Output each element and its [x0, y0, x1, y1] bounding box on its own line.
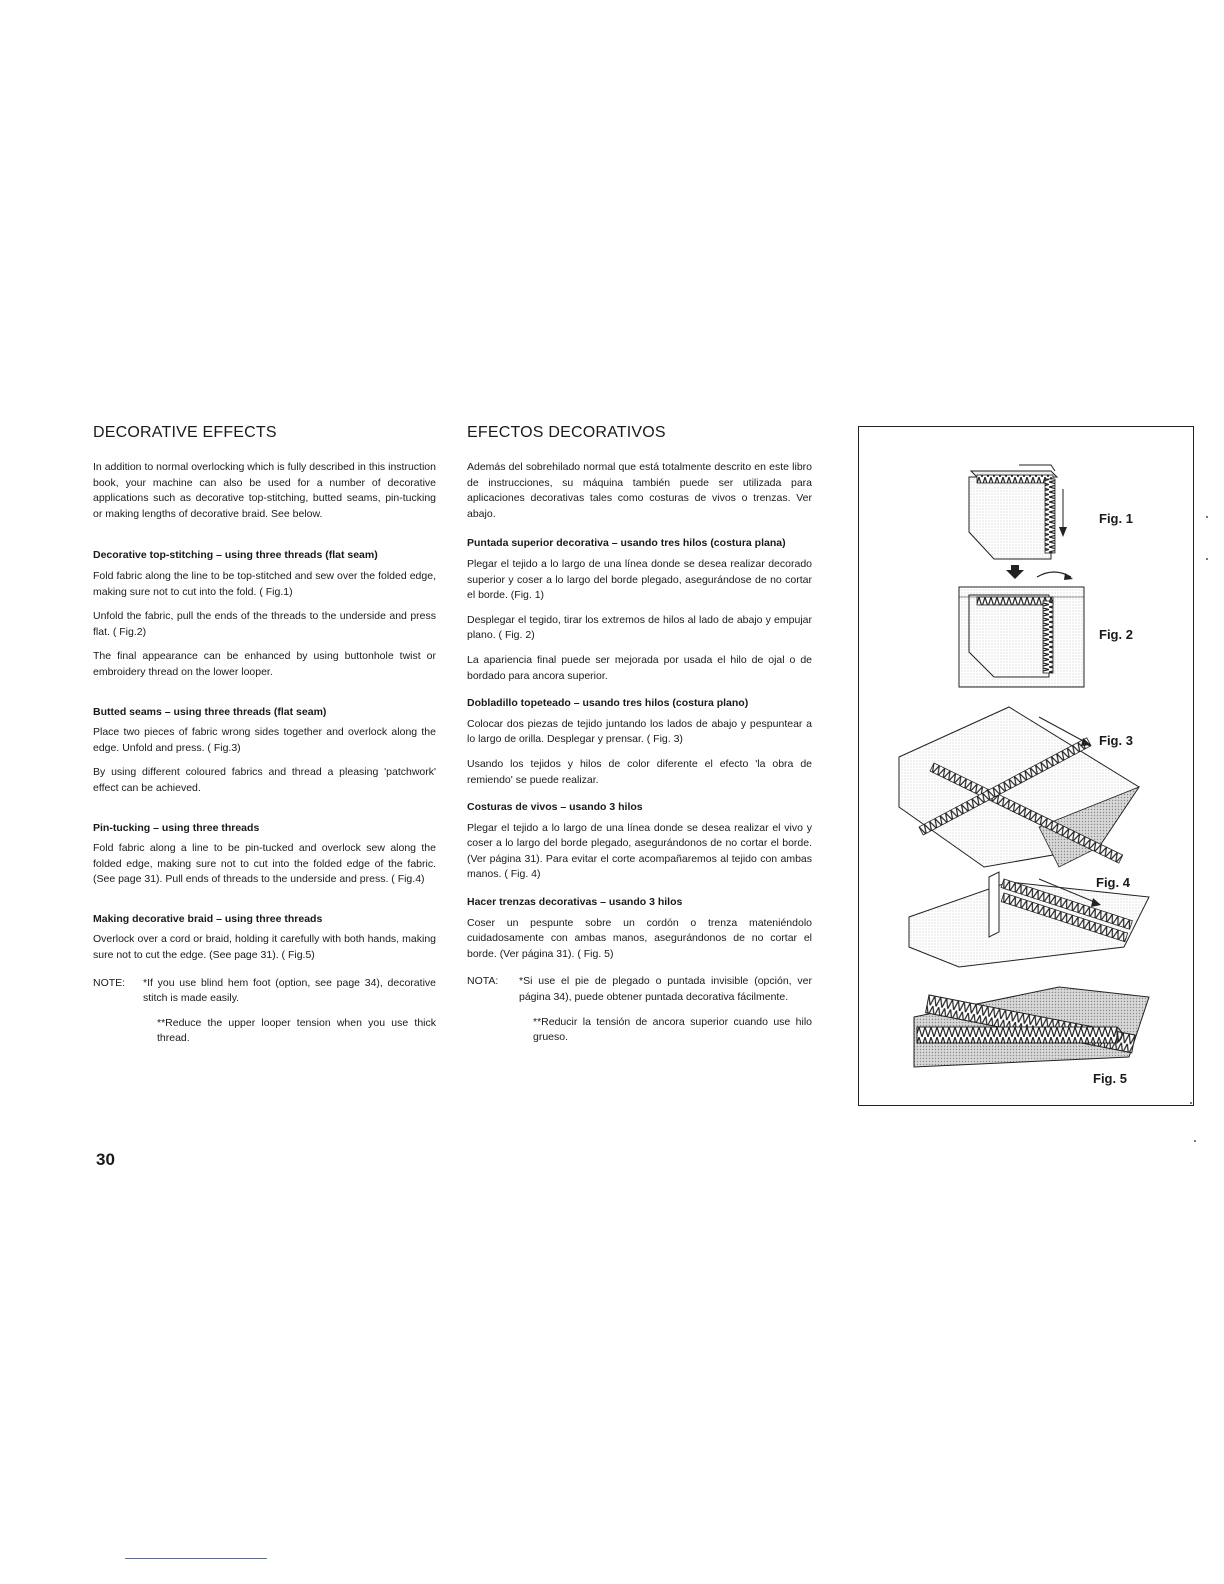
spanish-note-label: NOTA: [467, 975, 499, 988]
english-heading-decorative-braid: Making decorative braid – using three threads [93, 912, 323, 925]
scan-speck [1194, 1140, 1196, 1142]
english-column [93, 424, 436, 1056]
fig2-label: Fig. 2 [1099, 627, 1133, 642]
english-paragraph: Fold fabric along the line to be top-stitched and sew over the folded edge, making sure not to cut into the fold. ( Fig.1) [93, 569, 436, 598]
arrow-icons [1006, 565, 1073, 580]
spanish-paragraph: Coser un pespunte sobre un cordón o trenza mateniéndolo cuidadosamente con ambas manos, asegurándonos de no cortar el borde. (Ver página 31). ( Fig. 5) [467, 916, 812, 960]
english-paragraph: The final appearance can be enhanced by using buttonhole twist or embroidery thread on the lower looper. [93, 650, 436, 678]
fig5-label: Fig. 5 [1093, 1071, 1127, 1086]
figure-panel [858, 426, 1194, 1106]
english-heading-butted-seams: Butted seams – using three threads (flat seam) [93, 705, 327, 718]
page-number: 30 [96, 1150, 115, 1169]
scan-speck [1206, 558, 1208, 560]
english-heading-top-stitching: Decorative top-stitching – using three threads (flat seam) [93, 549, 378, 562]
spanish-heading-top-stitching: Puntada superior decorativa – usando tres hilos (costura plana) [467, 537, 786, 550]
spanish-heading-butted-seams: Dobladillo topeteado – usando tres hilos (costura plano) [467, 697, 749, 710]
spanish-note-1: *Si use el pie de plegado o puntada invisible (opción, ver página 34), puede obtener puntada decorativa fácilmente. [519, 975, 812, 1004]
spanish-paragraph: Plegar el tejido a lo largo de una línea donde se desea realizar el vivo y coser a lo largo del borde plegado, asegurándonos de no cortar el borde. (Ver página 31). Para evitar el corte acompañaremos al tejido con ambas manos. ( Fig. 4) [467, 821, 812, 881]
spanish-paragraph: Desplegar el tegido, tirar los extremos de hilos al lado de abajo y empujar plano. ( Fig. 2) [467, 613, 812, 642]
spanish-column [467, 424, 812, 1055]
english-paragraph: Unfold the fabric, pull the ends of the threads to the underside and press flat. ( Fig.2) [93, 610, 436, 638]
english-title: DECORATIVE EFFECTS [93, 424, 277, 441]
english-paragraph: Overlock over a cord or braid, holding it carefully with both hands, making sure not to cut the edge. (See page 31). ( Fig.5) [93, 933, 436, 962]
spanish-intro: Además del sobrehilado normal que está totalmente descrito en este libro de instrucciones, su máquina también puede ser utilizada para aplicaciones decorativas tales como costuras de vivos o trenzas. Ver abajo. [467, 461, 812, 520]
spanish-paragraph: Plegar el tejido a lo largo de una línea donde se desea realizar decorado superior y coser a lo largo del borde plegado, asegurándose de no cortar el borde. (Fig. 1) [467, 557, 812, 602]
spanish-heading-piping: Costuras de vivos – usando 3 hilos [467, 801, 643, 814]
fig2-illustration [959, 587, 1084, 687]
english-note-label: NOTE: [93, 976, 126, 989]
english-heading-pin-tucking: Pin-tucking – using three threads [93, 821, 260, 834]
english-note-2: **Reduce the upper looper tension when you use thick thread. [157, 1016, 436, 1045]
spanish-paragraph: La apariencia final puede ser mejorada por usada el hilo de ojal o de bordado para ancora superior. [467, 653, 812, 682]
english-paragraph: By using different coloured fabrics and thread a pleasing 'patchwork' effect can be achieved. [93, 766, 436, 794]
spanish-paragraph: Colocar dos piezas de tejido juntando los lados de abajo y pespuntear a lo largo de orilla. Desplegar y prensar. ( Fig. 3) [467, 717, 812, 746]
bottom-rule [125, 1558, 267, 1559]
english-paragraph: Place two pieces of fabric wrong sides together and overlock along the edge. Unfold and press. ( Fig.3) [93, 726, 436, 754]
english-intro: In addition to normal overlocking which is fully described in this instruction book, your machine can also be used for a number of decorative applications such as decorative top-stitching, butted seams, pin-tucking or making lengths of decorative braid. See below. [93, 461, 436, 520]
fig4-label: Fig. 4 [1096, 875, 1130, 890]
fig1-label: Fig. 1 [1099, 511, 1133, 526]
spanish-note-2: **Reducir la tensión de ancora superior cuando use hilo grueso. [533, 1015, 812, 1044]
spanish-paragraph: Usando los tejidos y hilos de color diferente el efecto 'la obra de remiendo' se puede realizar. [467, 757, 812, 786]
fig3-illustration [899, 707, 1139, 867]
spanish-title: EFECTOS DECORATIVOS [467, 424, 666, 441]
fig5-illustration [914, 987, 1149, 1067]
english-paragraph: Fold fabric along a line to be pin-tucked and overlock sew along the folded edge, making sure not to cut into the folded edge of the fabric. (See page 31). Pull ends of threads to the underside and press. ( Fig.4) [93, 842, 436, 886]
fig1-illustration [969, 465, 1067, 559]
fig3-label: Fig. 3 [1099, 733, 1133, 748]
scan-speck [1206, 516, 1208, 518]
illustration-svg [859, 427, 1195, 1107]
english-note [93, 976, 436, 1056]
english-note-1: *If you use blind hem foot (option, see page 34), decorative stitch is made easily. [143, 976, 436, 1005]
spanish-heading-braid: Hacer trenzas decorativas – usando 3 hilos [467, 896, 683, 909]
scan-speck [1190, 1102, 1192, 1104]
spanish-note [467, 974, 812, 1054]
